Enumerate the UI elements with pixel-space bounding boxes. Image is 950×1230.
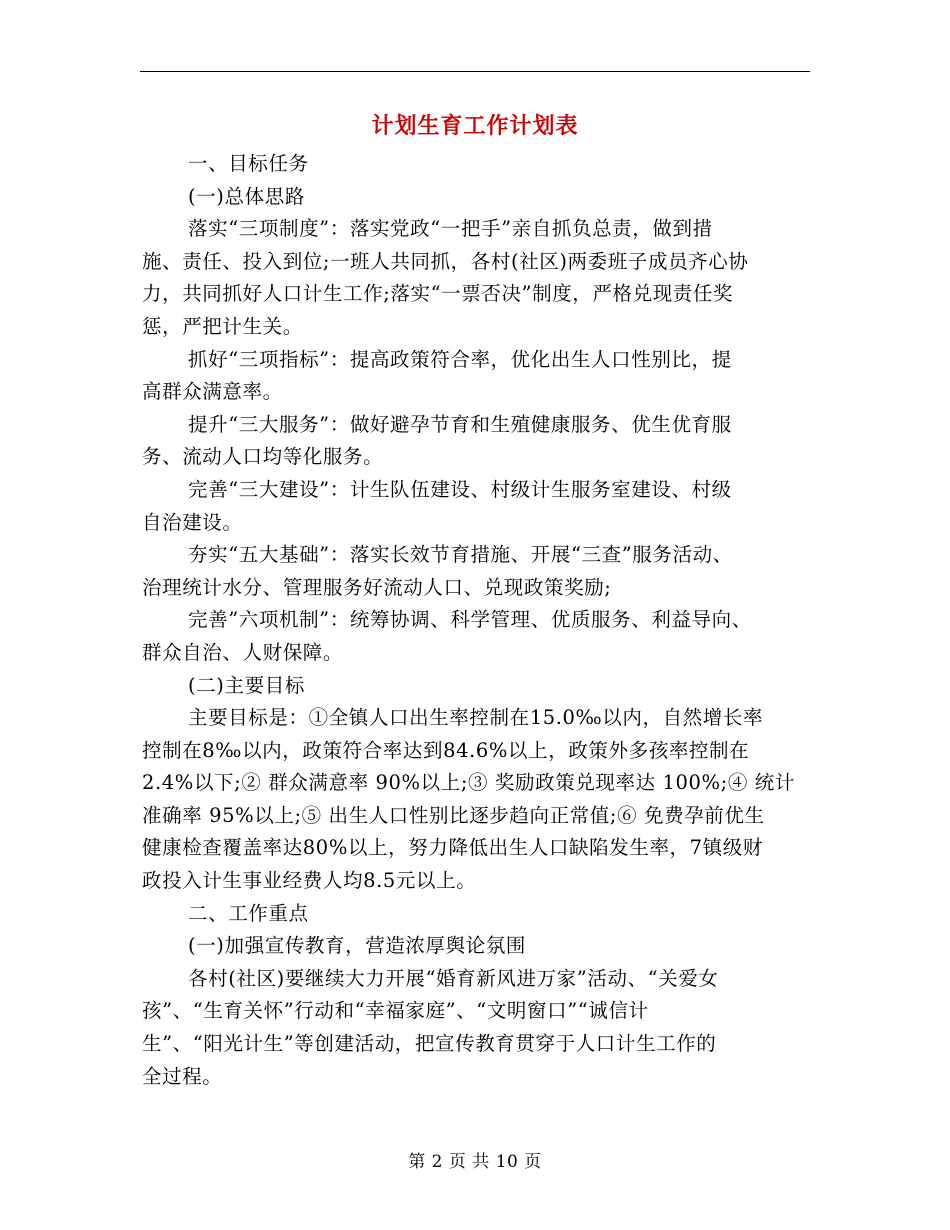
paragraph-line: 孩”、“生育关怀”行动和“幸福家庭”、“文明窗口”“诚信计: [142, 999, 649, 1023]
paragraph-line: 群众自治、人财保障。: [142, 640, 344, 664]
paragraph-line: 力，共同抓好人口计生工作;落实“一票否决”制度，严格兑现责任奖: [142, 282, 734, 306]
paragraph-line: 生”、“阳光计生”等创建活动，把宣传教育贯穿于人口计生工作的: [142, 1032, 717, 1056]
paragraph-line: 施、责任、投入到位;一班人共同抓，各村(社区)两委班子成员齐心协: [142, 249, 749, 273]
paragraph-line: 抓好“三项指标”：提高政策符合率，优化出生人口性别比，提: [188, 347, 732, 371]
document-body: [142, 148, 804, 1093]
paragraph-line: 各村(社区)要继续大力开展“婚育新风进万家”活动、“关爱女: [188, 966, 719, 990]
paragraph-line: 主要目标是：①全镇人口出生率控制在15.0‰以内，自然增长率: [188, 706, 764, 730]
section-heading: 一、目标任务: [188, 152, 309, 175]
paragraph-line: 务、流动人口均等化服务。: [142, 445, 384, 469]
paragraph-line: 治理统计水分、管理服务好流动人口、兑现政策奖励;: [142, 575, 612, 599]
paragraph-line: 夯实“五大基础”：落实长效节育措施、开展“三查”服务活动、: [188, 543, 733, 567]
subsection-heading: (二)主要目标: [188, 673, 305, 697]
paragraph-line: 落实“三项制度”：落实党政“一把手”亲自抓负总责，做到措: [188, 217, 713, 241]
paragraph-line: 完善“三大建设”：计生队伍建设、村级计生服务室建设、村级: [188, 477, 732, 501]
subsection-heading: (一)加强宣传教育，营造浓厚舆论氛围: [188, 934, 527, 958]
subsection-heading: (一)总体思路: [188, 184, 305, 208]
page-footer: 第 2 页 共 10 页: [408, 1152, 542, 1172]
paragraph-line: 2.4%以下;② 群众满意率 90%以上;③ 奖励政策兑现率达 100%;④ 统计: [142, 771, 795, 795]
paragraph-line: 自治建设。: [142, 510, 243, 534]
paragraph-line: 准确率 95%以上;⑤ 出生人口性别比逐步趋向正常值;⑥ 免费孕前优生: [142, 803, 765, 827]
section-heading: 二、工作重点: [188, 901, 309, 925]
header-rule: [140, 71, 810, 72]
paragraph-line: 完善”六项机制”：统筹协调、科学管理、优质服务、利益导向、: [188, 608, 752, 632]
paragraph-line: 全过程。: [142, 1064, 223, 1088]
paragraph-line: 健康检查覆盖率达80%以上，努力降低出生人口缺陷发生率，7镇级财: [142, 836, 763, 860]
document-title: 计划生育工作计划表: [371, 113, 579, 139]
paragraph-line: 惩，严把计生关。: [142, 314, 303, 338]
paragraph-line: 高群众满意率。: [142, 380, 283, 404]
paragraph-line: 控制在8‰以内，政策符合率达到84.6%以上，政策外多孩率控制在: [142, 738, 750, 762]
paragraph-line: 政投入计生事业经费人均8.5元以上。: [142, 869, 477, 893]
paragraph-line: 提升“三大服务”：做好避孕节育和生殖健康服务、优生优育服: [188, 412, 732, 436]
